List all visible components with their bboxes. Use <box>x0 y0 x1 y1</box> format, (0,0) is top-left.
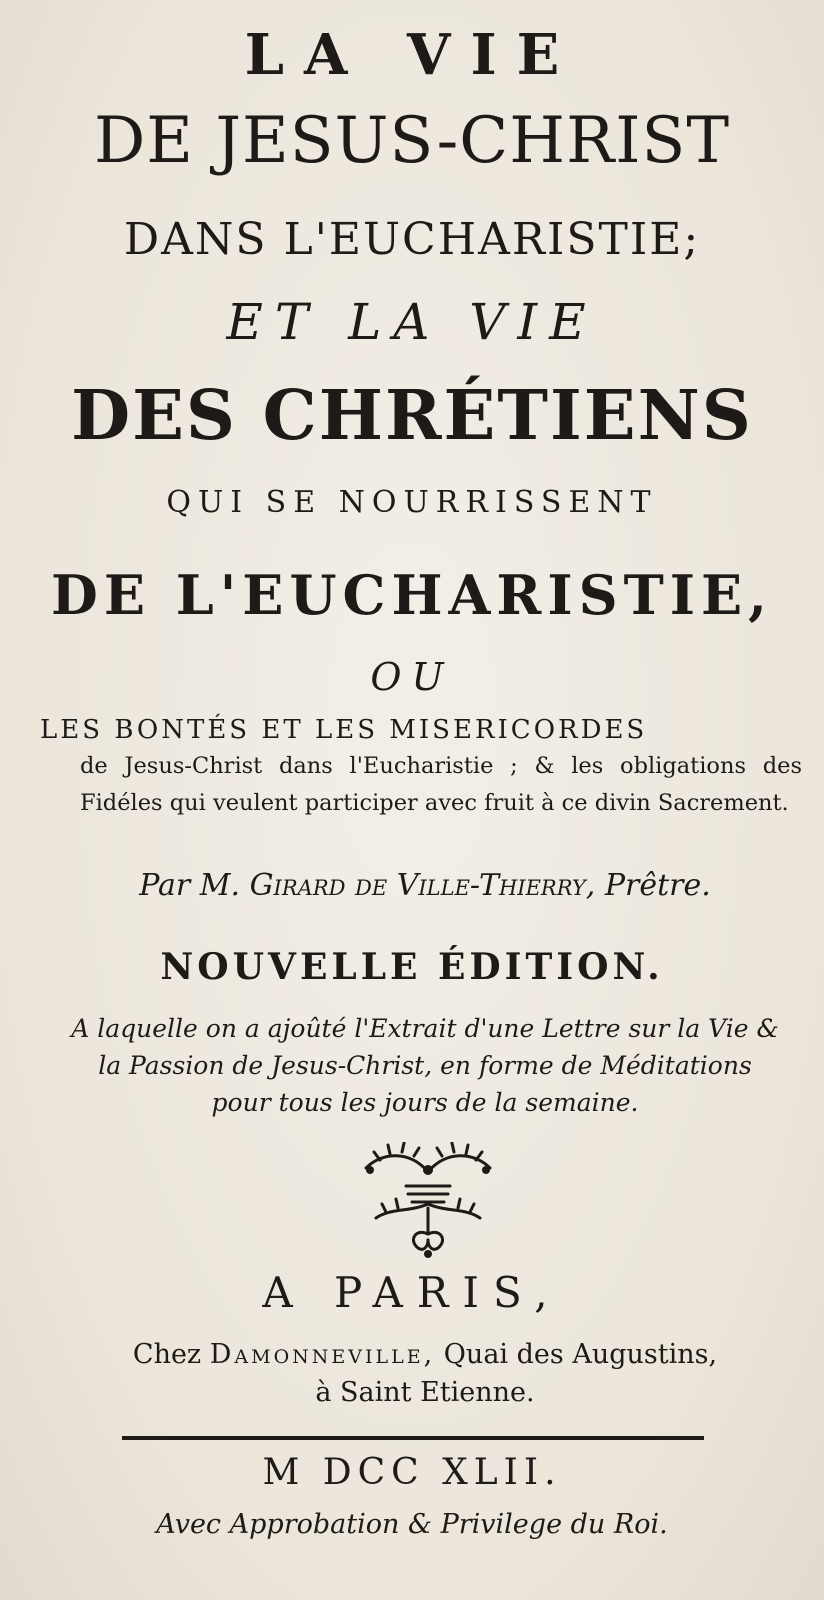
author-prefix: Par M. <box>139 868 241 903</box>
printer-name: Damonneville, <box>209 1339 436 1370</box>
title-line-2: DE JESUS-CHRIST <box>93 104 731 178</box>
title-line-5: DES CHRÉTIENS <box>71 376 753 456</box>
author-suffix: Prêtre. <box>604 868 711 903</box>
addition-line-1: A laquelle on a ajoûté l'Extrait d'une Lettre sur la Vie & <box>71 1014 779 1043</box>
imprint-date: M DCC XLII. <box>262 1452 562 1493</box>
edition-line: NOUVELLE ÉDITION. <box>160 946 664 988</box>
addition-line-2: la Passion de Jesus-Christ, en forme de Méditations <box>98 1051 752 1080</box>
printer-prefix: Chez <box>132 1339 202 1370</box>
title-line-1: LA VIE <box>244 22 580 88</box>
printer-line-1 <box>30 1336 820 1374</box>
fleuron-ornament <box>360 1142 496 1260</box>
title-line-3: DANS L'EUCHARISTIE; <box>123 214 701 265</box>
title-line-4: ET LA VIE <box>226 293 598 351</box>
author-name: Girard de Ville-Thierry, <box>249 868 596 903</box>
privilege-line: Avec Approbation & Privilege du Roi. <box>156 1509 668 1540</box>
title-line-ou: OU <box>370 655 454 699</box>
title-line-6: QUI SE NOURRISSENT <box>166 485 658 520</box>
addition-line-3: pour tous les jours de la semaine. <box>211 1088 639 1117</box>
printer-address: Quai des Augustins, <box>443 1339 718 1370</box>
description-heading: LES BONTÉS ET LES MISERICORDES <box>40 715 648 745</box>
title-line-7: DE L'EUCHARISTIE, <box>51 563 773 627</box>
addition-note <box>40 1010 810 1121</box>
author-line <box>40 868 810 903</box>
place-line: A PARIS, <box>262 1268 562 1317</box>
horizontal-rule <box>122 1436 704 1440</box>
printer-block <box>30 1336 820 1412</box>
printer-line-2: à Saint Etienne. <box>315 1377 535 1408</box>
description-text: de Jesus-Christ dans l'Eucharistie ; & les obligations des Fidéles qui veulent participer avec fruit à ce divin Sacrement. <box>80 753 802 816</box>
